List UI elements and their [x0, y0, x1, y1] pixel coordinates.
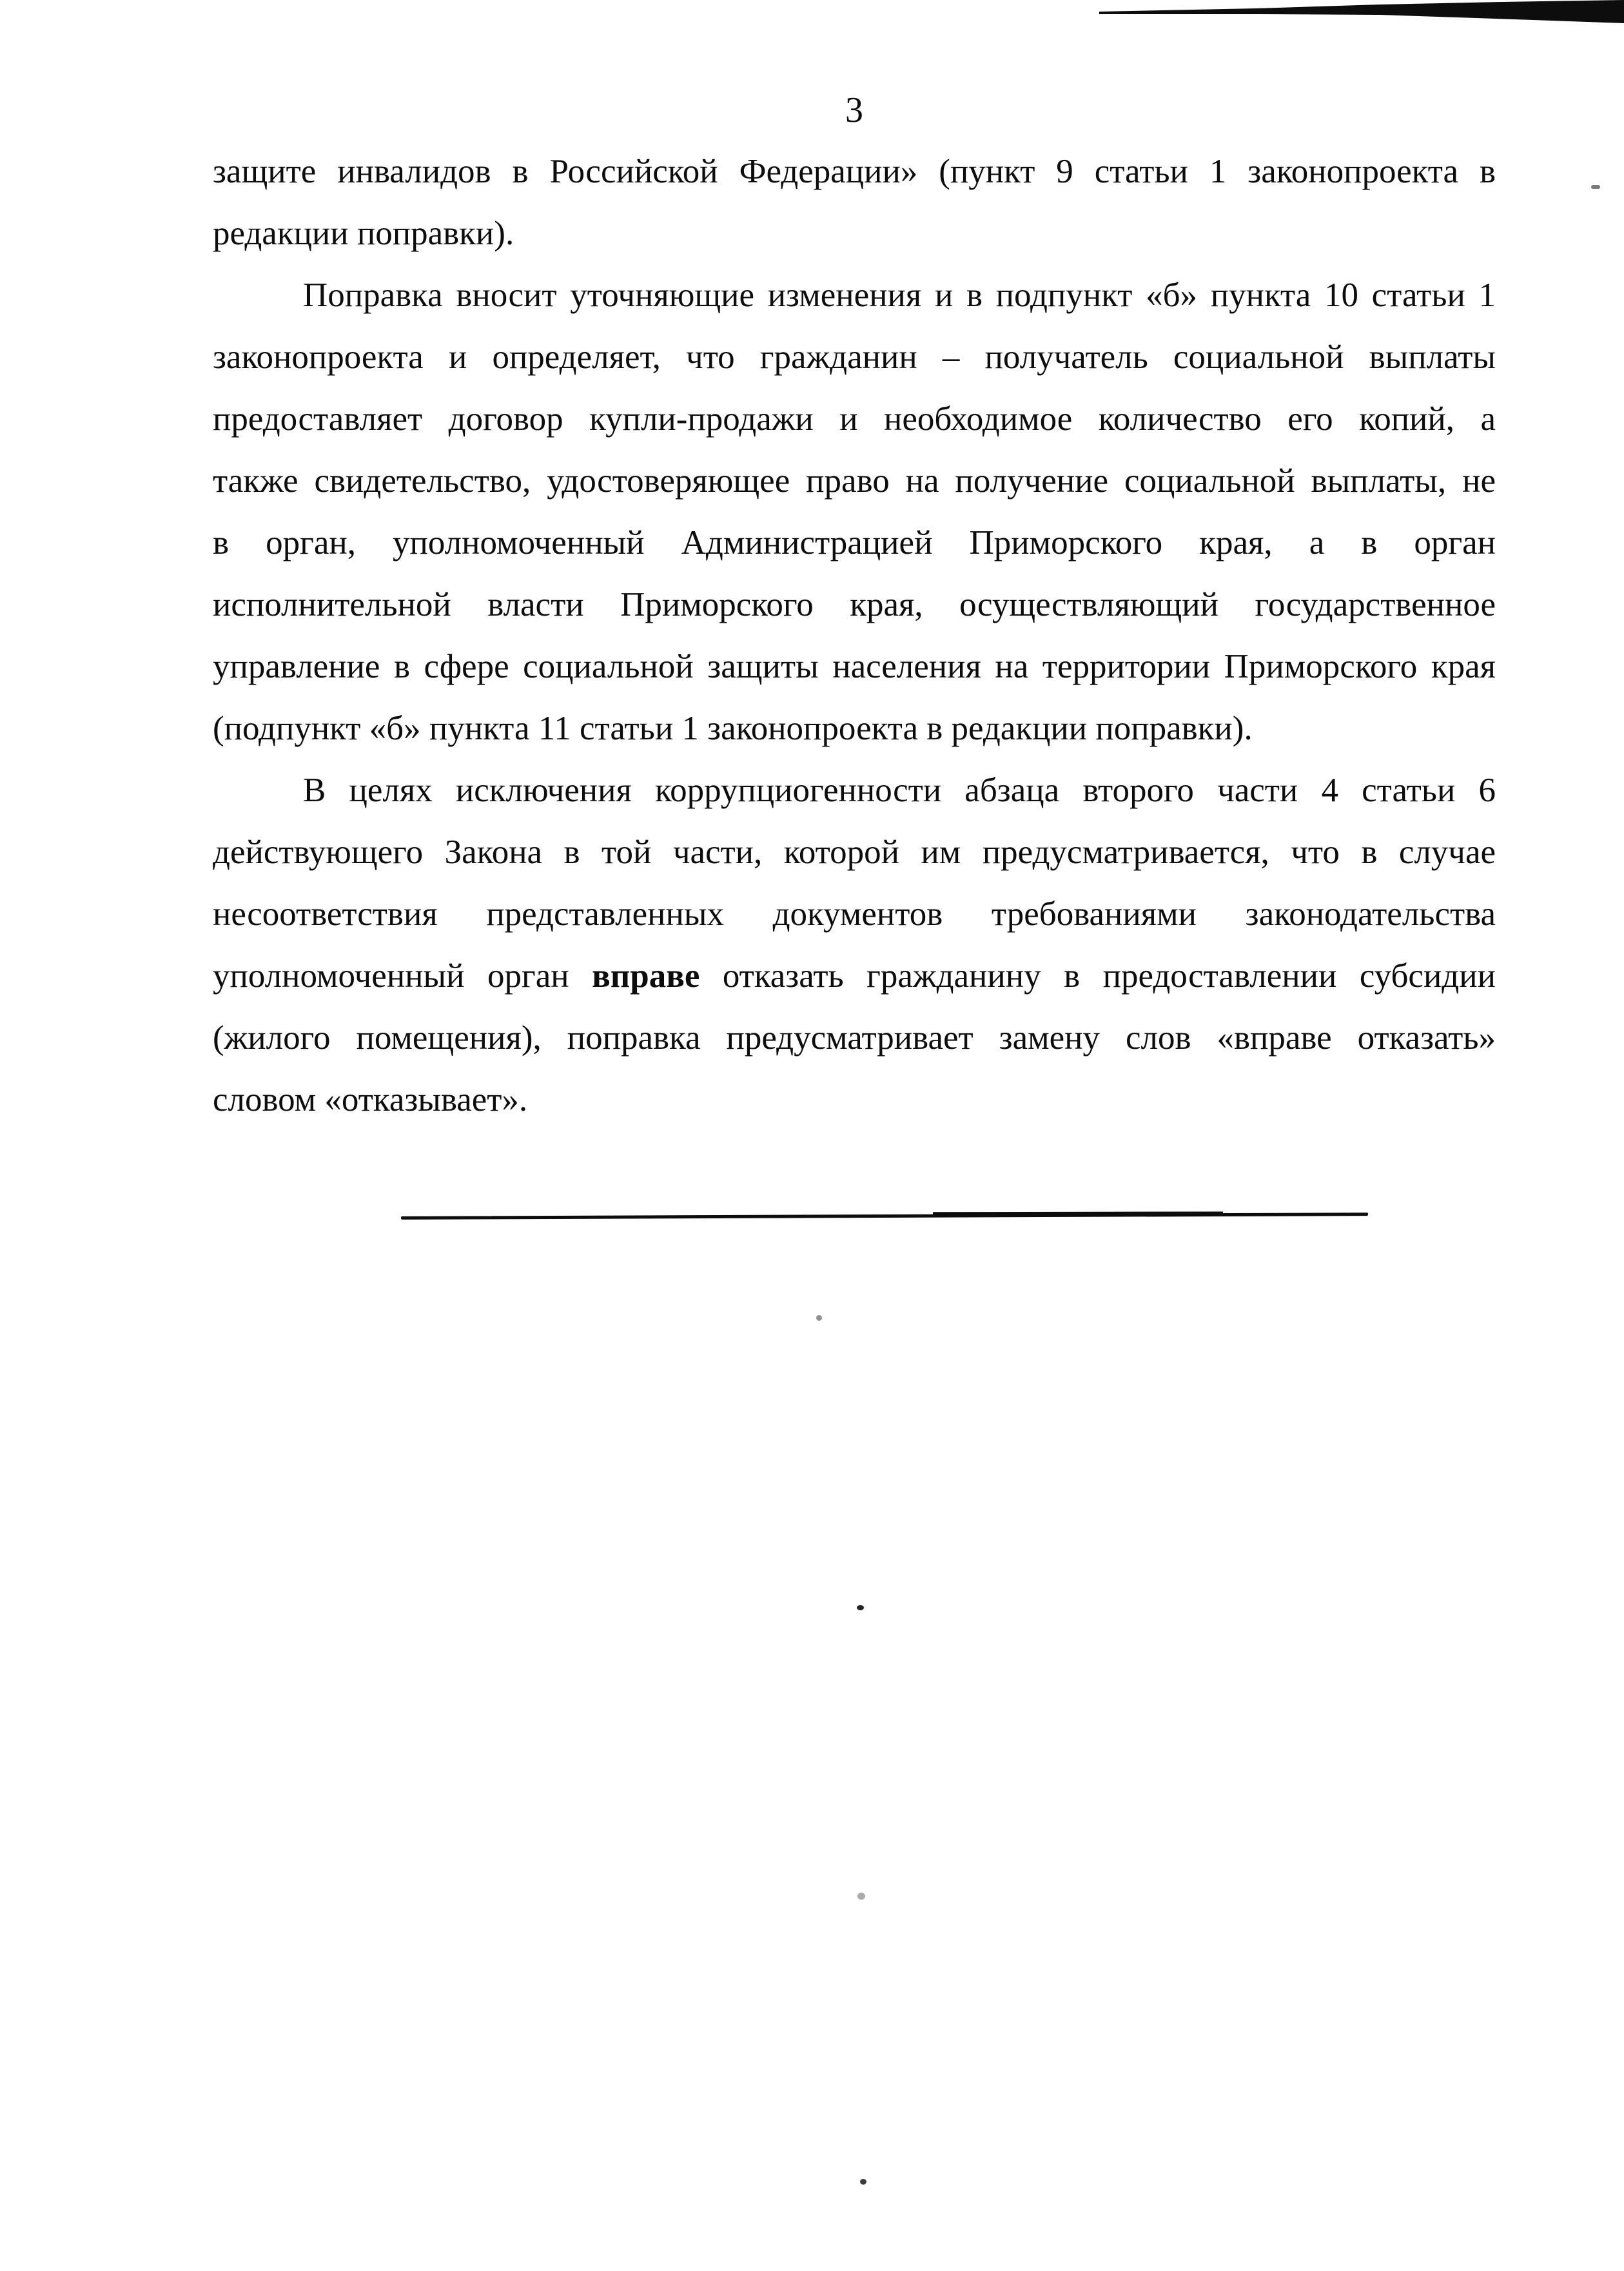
paragraph-1: [213, 141, 1496, 264]
text-line: (подпункт «б» пункта 11 статьи 1 законопроекта в редакции поправки).: [213, 710, 1253, 747]
text-line: управление в сфере социальной защиты населения на территории Приморского края: [213, 648, 1496, 685]
scan-speck: [860, 2179, 866, 2185]
text-line: редакции поправки).: [213, 215, 514, 252]
text-line: в орган, уполномоченный Администрацией Приморского края, а в орган: [213, 524, 1496, 561]
scan-speck: [857, 1893, 865, 1900]
scan-artifact-streak: [0, 0, 1624, 39]
paragraph-2: [213, 264, 1496, 759]
page-number: 3: [845, 90, 863, 130]
text-line: В целях исключения коррупциогенности абзаца второго части 4 статьи 6: [303, 772, 1496, 809]
scan-speck: [816, 1315, 822, 1321]
text-segment: отказать гражданину в предоставлении субсидии: [699, 957, 1496, 995]
document-body: [213, 141, 1496, 1131]
text-line: несоответствия представленных документов требованиями законодательства: [213, 895, 1496, 933]
text-segment: уполномоченный орган: [213, 957, 592, 995]
text-line: законопроекта и определяет, что гражданин – получатель социальной выплаты: [213, 338, 1496, 376]
text-line: действующего Закона в той части, которой им предусматривается, что в случае: [213, 833, 1496, 871]
paragraph-3: [213, 759, 1496, 1131]
text-line: защите инвалидов в Российской Федерации» (пункт 9 статьи 1 законопроекта в: [213, 153, 1496, 190]
text-line: исполнительной власти Приморского края, осуществляющий государственное: [213, 586, 1496, 623]
text-line: Поправка вносит уточняющие изменения и в подпункт «б» пункта 10 статьи 1: [303, 277, 1496, 314]
text-line: словом «отказывает».: [213, 1081, 528, 1118]
scan-speck: [1591, 185, 1600, 189]
text-line: (жилого помещения), поправка предусматривает замену слов «вправе отказать»: [213, 1019, 1496, 1057]
text-line: предоставляет договор купли-продажи и необходимое количество его копий, а: [213, 400, 1496, 438]
horizontal-divider-line: [401, 1213, 1368, 1220]
text-line: [213, 945, 1496, 1007]
text-line: также свидетельство, удостоверяющее право на получение социальной выплаты, не: [213, 462, 1496, 500]
scan-speck: [857, 1605, 864, 1610]
emphasized-word: вправе: [592, 957, 700, 995]
